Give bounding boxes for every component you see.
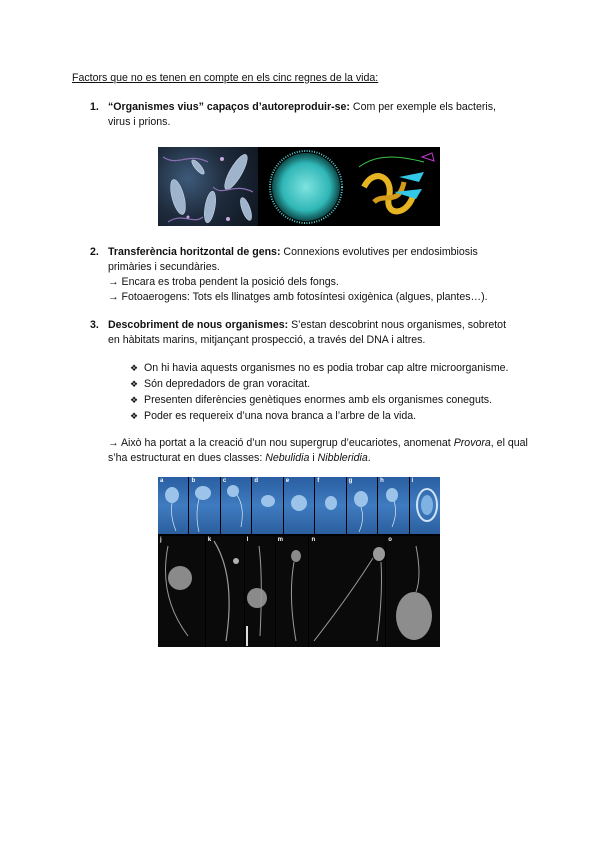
figure-panel: k (206, 536, 244, 647)
prion-image (354, 147, 440, 226)
figure-panel: e (284, 477, 314, 534)
virus-image (258, 147, 354, 226)
item-number: 1. (90, 101, 99, 113)
bacteria-image (158, 147, 258, 226)
item-text: S’estan descobrint nous organismes, sobretot (288, 319, 507, 331)
figure-panel: b (189, 477, 219, 534)
figure-panel: m (276, 536, 309, 647)
item-text: virus i prions. (108, 116, 171, 128)
list-item-3 (90, 318, 530, 348)
list-item-1 (90, 100, 530, 130)
conclusion-paragraph: → Això ha portat a la creació d’un nou supergrup d’eucariotes, anomenat Provora, el qual s’ha estructurat en dues classes: Nebulidia i Nibbleridia. (108, 437, 528, 464)
figure-panel: a (158, 477, 188, 534)
bullet-list (130, 361, 509, 425)
bullet-item: ❖ On hi havia aquests organismes no es podia trobar cap altre microorganisme. (130, 361, 509, 377)
figure-panel: c (221, 477, 251, 534)
figure-panel: i (410, 477, 440, 534)
diamond-bullet-icon: ❖ (130, 412, 139, 422)
figure-panel: d (252, 477, 282, 534)
item-text: Connexions evolutives per endosimbiosis (280, 246, 478, 258)
figure-panel: h (378, 477, 408, 534)
item-text: → Fotoaerogens: Tots els llinatges amb fotosíntesi oxigènica (algues, plantes…). (108, 291, 488, 303)
item-heading: “Organismes vius” capaços d’autoreproduir-se: (108, 101, 350, 113)
item-text: en hàbitats marins, mitjançant prospecció, a través del DNA i altres. (108, 334, 426, 346)
bullet-item: ❖ Poder es requereix d’una nova branca a l’arbre de la vida. (130, 409, 509, 425)
diamond-bullet-icon: ❖ (130, 380, 139, 390)
figure-panel: l (245, 536, 275, 647)
image-strip-organisms (158, 147, 440, 226)
item-text: Com per exemple els bacteris, (349, 101, 496, 113)
diamond-bullet-icon: ❖ (130, 364, 139, 374)
item-number: 2. (90, 246, 99, 258)
electron-microscopy-row (158, 536, 440, 647)
figure-panel: n (309, 536, 385, 647)
figure-panel: f (315, 477, 345, 534)
light-microscopy-row (158, 477, 440, 534)
bullet-item: ❖ Presenten diferències genètiques enormes amb els organismes coneguts. (130, 393, 509, 409)
figure-panel: j (158, 536, 205, 647)
figure-panel: o (386, 536, 440, 647)
provora-microscopy-figure (158, 477, 440, 647)
page-title: Factors que no es tenen en compte en els cinc regnes de la vida: (72, 72, 379, 84)
item-text: → Encara es troba pendent la posició dels fongs. (108, 276, 339, 288)
item-text: primàries i secundàries. (108, 261, 220, 273)
item-heading: Descobriment de nous organismes: (108, 319, 289, 331)
figure-panel: g (347, 477, 377, 534)
item-number: 3. (90, 319, 99, 331)
bullet-item: ❖ Són depredadors de gran voracitat. (130, 377, 509, 393)
item-heading: Transferència horitzontal de gens: (108, 246, 281, 258)
list-item-2 (90, 245, 530, 305)
diamond-bullet-icon: ❖ (130, 396, 139, 406)
